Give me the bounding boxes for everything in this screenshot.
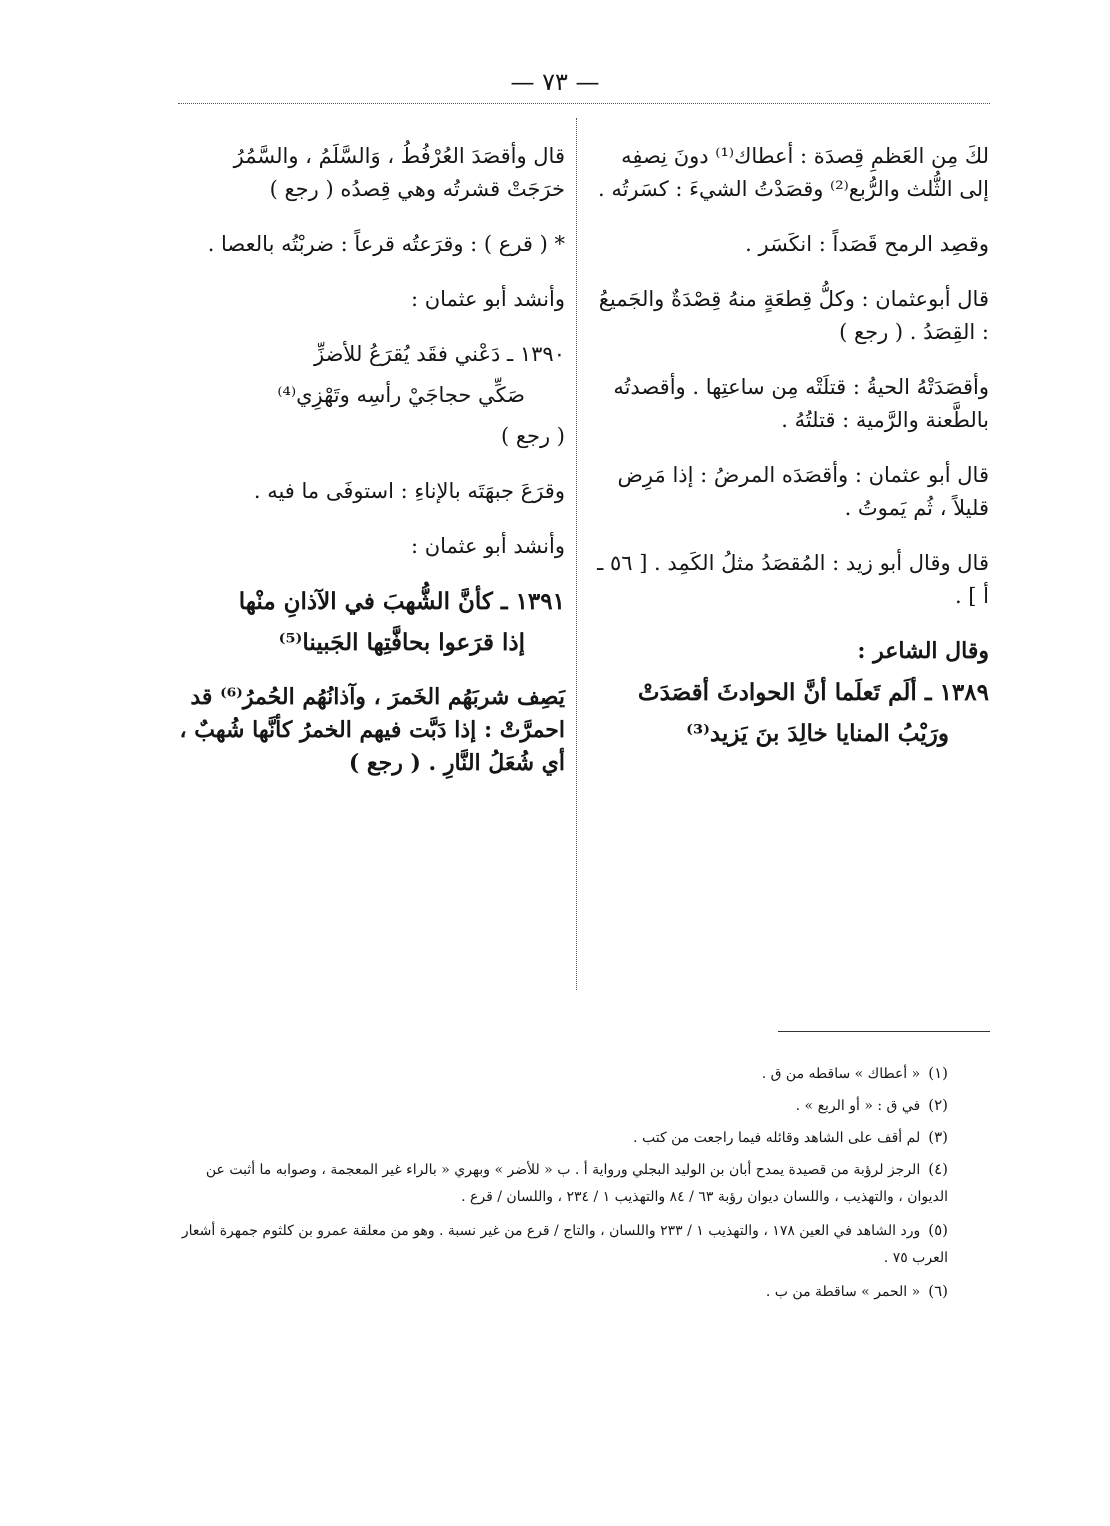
footnote-text: الرجز لرؤبة من قصيدة يمدح أبان بن الوليد البجلي ورواية أ . ب « للأضر » وبهري « بالراء غير المعجمة ، وصوابه ما أثبت عن الديوان ، والتهذيب ، واللسان ديوان رؤبة ٦٣ / ٨٤ والتهذيب ١ / ٢٣٤ ، واللسان / قرع . xyxy=(205,1162,948,1205)
entry-aqsada-urfut: قال وأقصَدَ العُرْفُطُ ، وَالسَّلَمُ ، والسَّمُرُ خرَجَتْ قشرتُه وهي قِصدُه ( رجع ) xyxy=(233,144,565,201)
entry-abu-zayd-muqsad: قال وقال أبو زيد : المُقصَدُ مثلُ الكَمِد . [ ٥٦ ـ أ ] . xyxy=(597,551,989,608)
footnote-number: (٥) xyxy=(928,1221,948,1239)
verse-1389-line-2: ورَيْبُ المنايا خالِدَ بنَ يَزيد⁽³⁾ xyxy=(686,720,949,747)
footnote-2 xyxy=(170,1092,948,1120)
page-number: — ٧٣ — xyxy=(510,68,600,96)
left-column xyxy=(170,140,565,802)
poet-intro: وقال الشاعر : xyxy=(857,638,989,664)
entry-qaraa-jabhatahu: وقرَعَ جبهَتَه بالإناءِ : استوفَى ما فيه . xyxy=(253,479,565,503)
verse-1389-line-1: ١٣٨٩ ـ ألَم تَعلَما أنَّ الحوادثَ أقصَدَتْ xyxy=(637,679,989,706)
recital-abu-uthman-2: وأنشد أبو عثمان : xyxy=(410,534,565,558)
entry-aqsadathu-hayya: وأقصَدَتْهُ الحيةُ : قتلَتْه مِن ساعتِها . وأقصدتُه بالطَّعنة والرَّمية : قتلتُهُ . xyxy=(613,375,989,432)
footnote-5 xyxy=(170,1217,948,1272)
verse-1390-line-1: ١٣٩٠ ـ دَعْني فقَد يُقرَعُ للأضزِّ xyxy=(314,342,565,366)
verse-1390-line-2: صَكِّي حجاجَيْ رأسِه وتَهْزِي⁽⁴⁾ xyxy=(277,383,525,407)
footnote-number: (٤) xyxy=(928,1160,948,1178)
footnote-text: « أعطاك » ساقطه من ق . xyxy=(761,1066,921,1082)
entry-qara: * ( قرع ) : وقرَعتُه قرعاً : ضربْتُه بالعصا . xyxy=(207,232,565,256)
entry-abu-uthman-qisad: قال أبوعثمان : وكلُّ قِطعَةٍ منهُ قِصْدَةٌ والجَميعُ : القِصَدُ . ( رجع ) xyxy=(598,287,989,344)
right-column xyxy=(594,140,989,772)
footnote-6 xyxy=(170,1278,948,1306)
footnote-divider xyxy=(778,1031,990,1032)
footnote-number: (٣) xyxy=(928,1128,948,1146)
recital-abu-uthman-1: وأنشد أبو عثمان : xyxy=(410,287,565,311)
entry-qisda: لكَ مِن العَظمِ قِصدَة : أعطاك⁽¹⁾ دونَ نِصفِه إلى الثُّلث والرُّبع⁽²⁾ وقصَدْتُ الشيءَ : كسَرتُه . xyxy=(597,144,989,201)
column-divider xyxy=(576,118,577,990)
footnote-text: « الحمر » ساقطة من ب . xyxy=(765,1284,921,1300)
entry-aqsadahu-marad: قال أبو عثمان : وأقصَدَه المرضُ : إذا مَرِض قليلاً ، ثُم يَموتُ . xyxy=(617,463,989,520)
entry-qasad-rumh: وقصِد الرمح قَصَداً : انكَسَر . xyxy=(745,232,989,256)
footnote-4 xyxy=(170,1156,948,1211)
footnote-text: ورد الشاهد في العين ١٧٨ ، والتهذيب ١ / ٢٣٣ واللسان ، والتاج / قرع من غير نسبة . وهو من معلقة عمرو بن كلثوم جمهرة أشعار العرب ٧٥ . xyxy=(181,1223,948,1266)
footnote-number: (٢) xyxy=(928,1096,948,1114)
footnote-1 xyxy=(170,1060,948,1088)
verse-1390-note: ( رجع ) xyxy=(500,424,565,448)
verse-1391-line-1: ١٣٩١ ـ كأنَّ الشُّهبَ في الآذانِ منْها xyxy=(238,588,565,615)
footnote-number: (٦) xyxy=(928,1282,948,1300)
footnote-3 xyxy=(170,1124,948,1152)
footnote-number: (١) xyxy=(928,1064,948,1082)
footnote-text: في ق : « أو الربع » . xyxy=(795,1098,921,1114)
footnote-text: لم أقف على الشاهد وقائله فيما راجعت من كتب . xyxy=(633,1130,921,1146)
footnotes xyxy=(170,1060,948,1310)
verse-1391-commentary: يَصِف شربَهُم الخَمرَ ، وآذانُهُم الحُمرُ⁽⁶⁾ قد احمرَّتْ : إذا دَبَّت فيهم الخمرُ كأنَّها شُهبٌ ، أي شُعَلُ النَّارِ . ( رجع ) xyxy=(179,684,565,776)
header-divider xyxy=(178,103,990,104)
verse-1391-line-2: إذا قرَعوا بحافَّتِها الجَبينا⁽⁵⁾ xyxy=(278,629,525,656)
